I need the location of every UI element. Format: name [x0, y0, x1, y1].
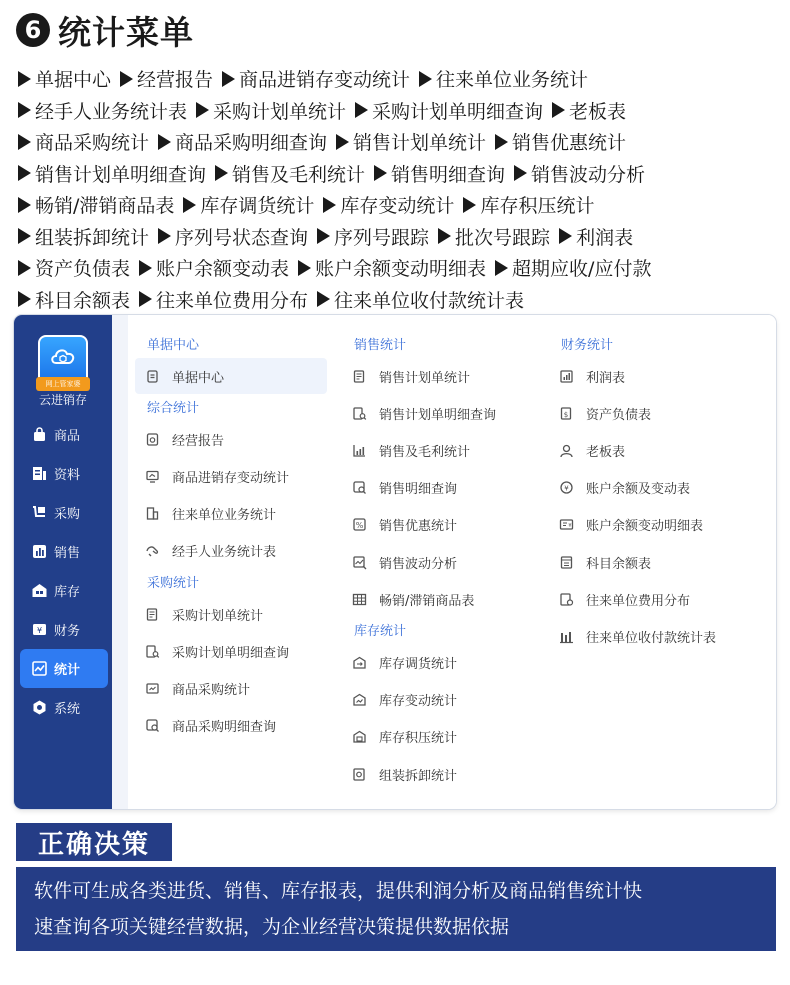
plan-icon	[352, 369, 367, 384]
file-icon	[145, 369, 160, 384]
menu-item-label: 销售及毛利统计	[379, 444, 471, 460]
triangle-bullet-icon	[374, 165, 387, 181]
sidebar-item-money[interactable]	[20, 610, 108, 649]
triangle-bullet-icon	[18, 165, 31, 181]
feature-item	[18, 97, 187, 124]
sidebar-item-bar-chart[interactable]	[20, 532, 108, 571]
feature-item	[196, 97, 346, 124]
section-title: 销售统计	[354, 338, 407, 353]
page-header	[16, 8, 194, 52]
menu-item[interactable]	[549, 544, 741, 580]
menu-item[interactable]	[135, 496, 327, 532]
triangle-bullet-icon	[559, 228, 572, 244]
sidebar-item-label: 采购	[54, 507, 81, 522]
section-title: 财务统计	[561, 338, 614, 353]
logo-band-text: 网上管家婆	[36, 377, 90, 391]
menu-item-label: 商品采购明细查询	[172, 720, 277, 736]
menu-item-label: 老板表	[586, 444, 626, 460]
feature-item	[495, 128, 626, 155]
menu-item-label: 库存变动统计	[379, 694, 458, 710]
bar-chart-icon	[31, 543, 48, 560]
feature-label: 经手人业务统计表	[35, 100, 188, 123]
feature-label: 销售及毛利统计	[232, 163, 366, 186]
settings-icon	[31, 699, 48, 716]
menu-item[interactable]	[135, 708, 327, 744]
triangle-bullet-icon	[18, 228, 31, 244]
bars-icon	[559, 629, 574, 644]
svg-text:¥: ¥	[568, 523, 572, 530]
feature-label: 销售明细查询	[391, 163, 506, 186]
menu-item-label: 畅销/滞销商品表	[379, 593, 475, 609]
menu-item-label: 销售优惠统计	[379, 519, 458, 535]
menu-item-label: 库存积压统计	[379, 731, 458, 747]
feature-item	[158, 223, 308, 250]
sidebar-item-cart[interactable]	[20, 493, 108, 532]
app-name: 云进销存	[38, 393, 87, 407]
triangle-bullet-icon	[514, 165, 527, 181]
feature-item	[120, 65, 213, 92]
feature-label: 销售波动分析	[531, 163, 646, 186]
triangle-bullet-icon	[323, 197, 336, 213]
menu-item[interactable]	[549, 470, 741, 506]
trend-chart-icon	[31, 660, 48, 677]
sidebar-item-bag[interactable]	[20, 415, 108, 454]
feature-label: 老板表	[569, 100, 627, 123]
menu-item[interactable]	[342, 581, 534, 617]
menu-item-label: 利润表	[586, 370, 626, 386]
menu-item[interactable]	[342, 507, 534, 543]
menu-item-label: 账户余额变动明细表	[586, 519, 704, 535]
feature-item	[158, 128, 327, 155]
boss-icon	[559, 443, 574, 458]
triangle-bullet-icon	[158, 228, 171, 244]
feature-item	[215, 160, 365, 187]
cost-icon	[559, 592, 574, 607]
stock-pile-icon	[352, 729, 367, 744]
menu-item[interactable]	[342, 470, 534, 506]
monitor-icon	[145, 469, 160, 484]
transfer-icon	[352, 655, 367, 670]
menu-item[interactable]	[342, 432, 534, 468]
menu-item-label: 采购计划单统计	[172, 608, 264, 624]
menu-item[interactable]	[549, 581, 741, 617]
menu-item[interactable]	[135, 670, 327, 706]
section-title: 单据中心	[147, 338, 200, 353]
building-icon	[145, 506, 160, 521]
panel-gutter	[112, 315, 128, 809]
money-icon	[31, 621, 48, 638]
triangle-bullet-icon	[18, 102, 31, 118]
sidebar-item-label: 商品	[54, 429, 81, 444]
triangle-bullet-icon	[495, 134, 508, 150]
menu-item-label: 单据中心	[172, 370, 225, 386]
menu-item-label: 往来单位收付款统计表	[586, 630, 717, 646]
menu-item-label: 销售明细查询	[379, 482, 458, 498]
section-title: 库存统计	[354, 624, 407, 640]
sidebar-item-warehouse[interactable]	[20, 571, 108, 610]
detail-query-icon	[352, 480, 367, 495]
feature-item	[18, 160, 206, 187]
triangle-bullet-icon	[463, 197, 476, 213]
sidebar-item-trend-chart[interactable]	[20, 649, 108, 688]
feature-label: 销售计划单统计	[353, 132, 487, 155]
sidebar-item-label: 系统	[54, 702, 81, 717]
feature-label: 商品进销存变动统计	[239, 69, 411, 92]
section-title: 综合统计	[147, 401, 200, 417]
menu-item-label: 销售计划单统计	[379, 370, 471, 386]
feature-item	[183, 191, 314, 218]
feature-label: 单据中心	[35, 69, 112, 92]
feature-label: 序列号跟踪	[334, 226, 430, 249]
menu-item-label: 组装拆卸统计	[379, 768, 458, 784]
menu-item-label: 经手人业务统计表	[172, 545, 277, 561]
menu-item-label: 销售计划单明细查询	[379, 407, 497, 423]
menu-item[interactable]	[135, 421, 327, 457]
feature-label: 畅销/滞销商品表	[35, 195, 175, 218]
feature-label: 库存积压统计	[480, 195, 595, 218]
menu-item[interactable]	[549, 395, 741, 431]
triangle-bullet-icon	[317, 291, 330, 307]
feature-line	[18, 95, 786, 127]
sidebar-item-document[interactable]	[20, 454, 108, 493]
decision-tag: 正确决策	[16, 823, 172, 861]
feature-item	[139, 254, 289, 281]
triangle-bullet-icon	[183, 197, 196, 213]
feature-item	[323, 191, 454, 218]
bag-icon	[31, 426, 48, 443]
menu-item[interactable]	[342, 544, 534, 580]
svg-text:¥: ¥	[36, 626, 43, 635]
feature-item	[317, 286, 524, 313]
feature-line	[18, 252, 786, 284]
feature-label: 利润表	[576, 226, 634, 249]
feature-item	[317, 223, 429, 250]
menu-item[interactable]	[549, 358, 741, 394]
triangle-bullet-icon	[18, 291, 31, 307]
decision-description	[16, 867, 776, 951]
percent-icon	[352, 517, 367, 532]
feature-item	[298, 254, 486, 281]
menu-item[interactable]	[342, 395, 534, 431]
detail-query-icon	[145, 718, 160, 733]
triangle-bullet-icon	[18, 260, 31, 276]
warehouse-icon	[31, 582, 48, 599]
triangle-bullet-icon	[196, 102, 209, 118]
triangle-bullet-icon	[18, 71, 31, 87]
feature-line	[18, 189, 786, 221]
triangle-bullet-icon	[298, 260, 311, 276]
feature-item	[18, 254, 130, 281]
stock-change-icon	[352, 692, 367, 707]
feature-label: 采购计划单明细查询	[372, 100, 544, 123]
account-detail-icon	[559, 517, 574, 532]
menu-panel	[112, 315, 776, 809]
section-number-badge: 6	[16, 13, 50, 47]
menu-item[interactable]	[342, 644, 534, 680]
triangle-bullet-icon	[139, 291, 152, 307]
cloud-cube-icon	[50, 345, 76, 367]
feature-item	[18, 191, 174, 218]
feature-label: 账户余额变动表	[156, 258, 290, 281]
svg-text:$: $	[563, 410, 569, 419]
menu-item-label: 资产负债表	[586, 407, 652, 423]
feature-item	[559, 223, 633, 250]
app-logo[interactable]	[38, 335, 88, 388]
feature-item	[552, 97, 626, 124]
cart-icon	[31, 504, 48, 521]
feature-line	[18, 126, 786, 158]
menu-item-label: 经营报告	[172, 433, 225, 449]
feature-item	[495, 254, 651, 281]
report-icon	[145, 432, 160, 447]
feature-item	[18, 128, 149, 155]
triangle-bullet-icon	[222, 71, 235, 87]
menu-item[interactable]	[342, 358, 534, 394]
menu-item-label: 科目余额表	[586, 556, 652, 572]
feature-label: 超期应收/应付款	[512, 258, 652, 281]
feature-line	[18, 221, 786, 253]
triangle-bullet-icon	[419, 71, 432, 87]
balance-sheet-icon	[559, 406, 574, 421]
feature-item	[222, 65, 410, 92]
line-chart-icon	[352, 443, 367, 458]
menu-item-label: 账户余额及变动表	[586, 482, 691, 498]
sidebar-item-settings[interactable]	[20, 688, 108, 727]
plan-icon	[145, 607, 160, 622]
section-title: 采购统计	[147, 576, 200, 591]
feature-label: 采购计划单统计	[213, 100, 347, 123]
menu-item-label: 销售波动分析	[379, 556, 458, 572]
feature-label: 商品采购明细查询	[175, 132, 328, 155]
triangle-bullet-icon	[18, 197, 31, 213]
menu-item[interactable]	[549, 432, 741, 468]
svg-text:%: %	[355, 521, 364, 531]
box-stat-icon	[145, 681, 160, 696]
sidebar-item-label: 资料	[54, 468, 81, 483]
feature-item	[355, 97, 543, 124]
feature-item	[514, 160, 645, 187]
feature-item	[438, 223, 550, 250]
feature-label: 商品采购统计	[35, 132, 150, 155]
sidebar-item-label: 销售	[54, 546, 81, 561]
menu-item[interactable]	[342, 756, 534, 792]
description-line-1: 软件可生成各类进货、销售、库存报表，提供利润分析及商品销售统计快	[34, 880, 643, 902]
feature-label: 批次号跟踪	[455, 226, 551, 249]
wave-icon	[352, 555, 367, 570]
menu-item[interactable]	[549, 507, 741, 543]
menu-item[interactable]	[342, 682, 534, 718]
menu-item-label: 库存调货统计	[379, 656, 458, 672]
menu-item[interactable]	[135, 358, 327, 394]
svg-text:¥: ¥	[564, 484, 569, 493]
document-icon	[31, 465, 48, 482]
feature-label: 资产负债表	[35, 258, 131, 281]
coin-icon	[559, 480, 574, 495]
triangle-bullet-icon	[552, 102, 565, 118]
profit-icon	[559, 369, 574, 384]
menu-item[interactable]	[135, 533, 327, 569]
feature-label: 账户余额变动明细表	[315, 258, 487, 281]
feature-label: 序列号状态查询	[175, 226, 309, 249]
feature-label: 经营报告	[137, 69, 214, 92]
feature-line	[18, 63, 786, 95]
search-doc-icon	[145, 644, 160, 659]
triangle-bullet-icon	[336, 134, 349, 150]
menu-item[interactable]	[135, 633, 327, 669]
menu-item[interactable]	[135, 458, 327, 494]
menu-item[interactable]	[549, 618, 741, 654]
feature-label: 往来单位业务统计	[436, 69, 589, 92]
triangle-bullet-icon	[495, 260, 508, 276]
triangle-bullet-icon	[139, 260, 152, 276]
subject-icon	[559, 555, 574, 570]
page-title: 统计菜单	[58, 12, 194, 52]
menu-item-label: 往来单位费用分布	[586, 593, 691, 609]
feature-label: 科目余额表	[35, 289, 131, 312]
feature-item	[374, 160, 505, 187]
feature-label: 往来单位费用分布	[156, 289, 309, 312]
sidebar	[14, 315, 112, 809]
sidebar-nav	[20, 415, 108, 727]
menu-item[interactable]	[135, 596, 327, 632]
feature-item	[139, 286, 308, 313]
table-icon	[352, 592, 367, 607]
feature-label: 库存变动统计	[340, 195, 455, 218]
handshake-icon	[145, 543, 160, 558]
feature-list	[18, 63, 786, 315]
triangle-bullet-icon	[18, 134, 31, 150]
sidebar-item-label: 库存	[54, 585, 81, 600]
search-doc-icon	[352, 406, 367, 421]
description-line-2: 速查询各项关键经营数据，为企业经营决策提供数据依据	[34, 916, 510, 938]
feature-line	[18, 158, 786, 190]
menu-item-label: 商品进销存变动统计	[172, 470, 290, 486]
sidebar-item-label: 统计	[54, 663, 81, 678]
sidebar-item-label: 财务	[54, 624, 81, 639]
feature-item	[18, 65, 111, 92]
menu-item-label: 商品采购统计	[172, 682, 251, 698]
triangle-bullet-icon	[317, 228, 330, 244]
feature-label: 库存调货统计	[200, 195, 315, 218]
menu-item[interactable]	[342, 719, 534, 755]
assemble-icon	[352, 767, 367, 782]
feature-item	[336, 128, 486, 155]
feature-item	[18, 286, 130, 313]
app-window	[14, 315, 776, 809]
feature-label: 销售计划单明细查询	[35, 163, 207, 186]
triangle-bullet-icon	[120, 71, 133, 87]
menu-item-label: 采购计划单明细查询	[172, 645, 290, 661]
triangle-bullet-icon	[355, 102, 368, 118]
triangle-bullet-icon	[158, 134, 171, 150]
feature-item	[419, 65, 588, 92]
feature-label: 组装拆卸统计	[35, 226, 150, 249]
feature-item	[463, 191, 594, 218]
feature-item	[18, 223, 149, 250]
feature-label: 销售优惠统计	[512, 132, 627, 155]
feature-line	[18, 284, 786, 316]
feature-label: 往来单位收付款统计表	[334, 289, 525, 312]
triangle-bullet-icon	[215, 165, 228, 181]
menu-item-label: 往来单位业务统计	[172, 508, 277, 524]
triangle-bullet-icon	[438, 228, 451, 244]
